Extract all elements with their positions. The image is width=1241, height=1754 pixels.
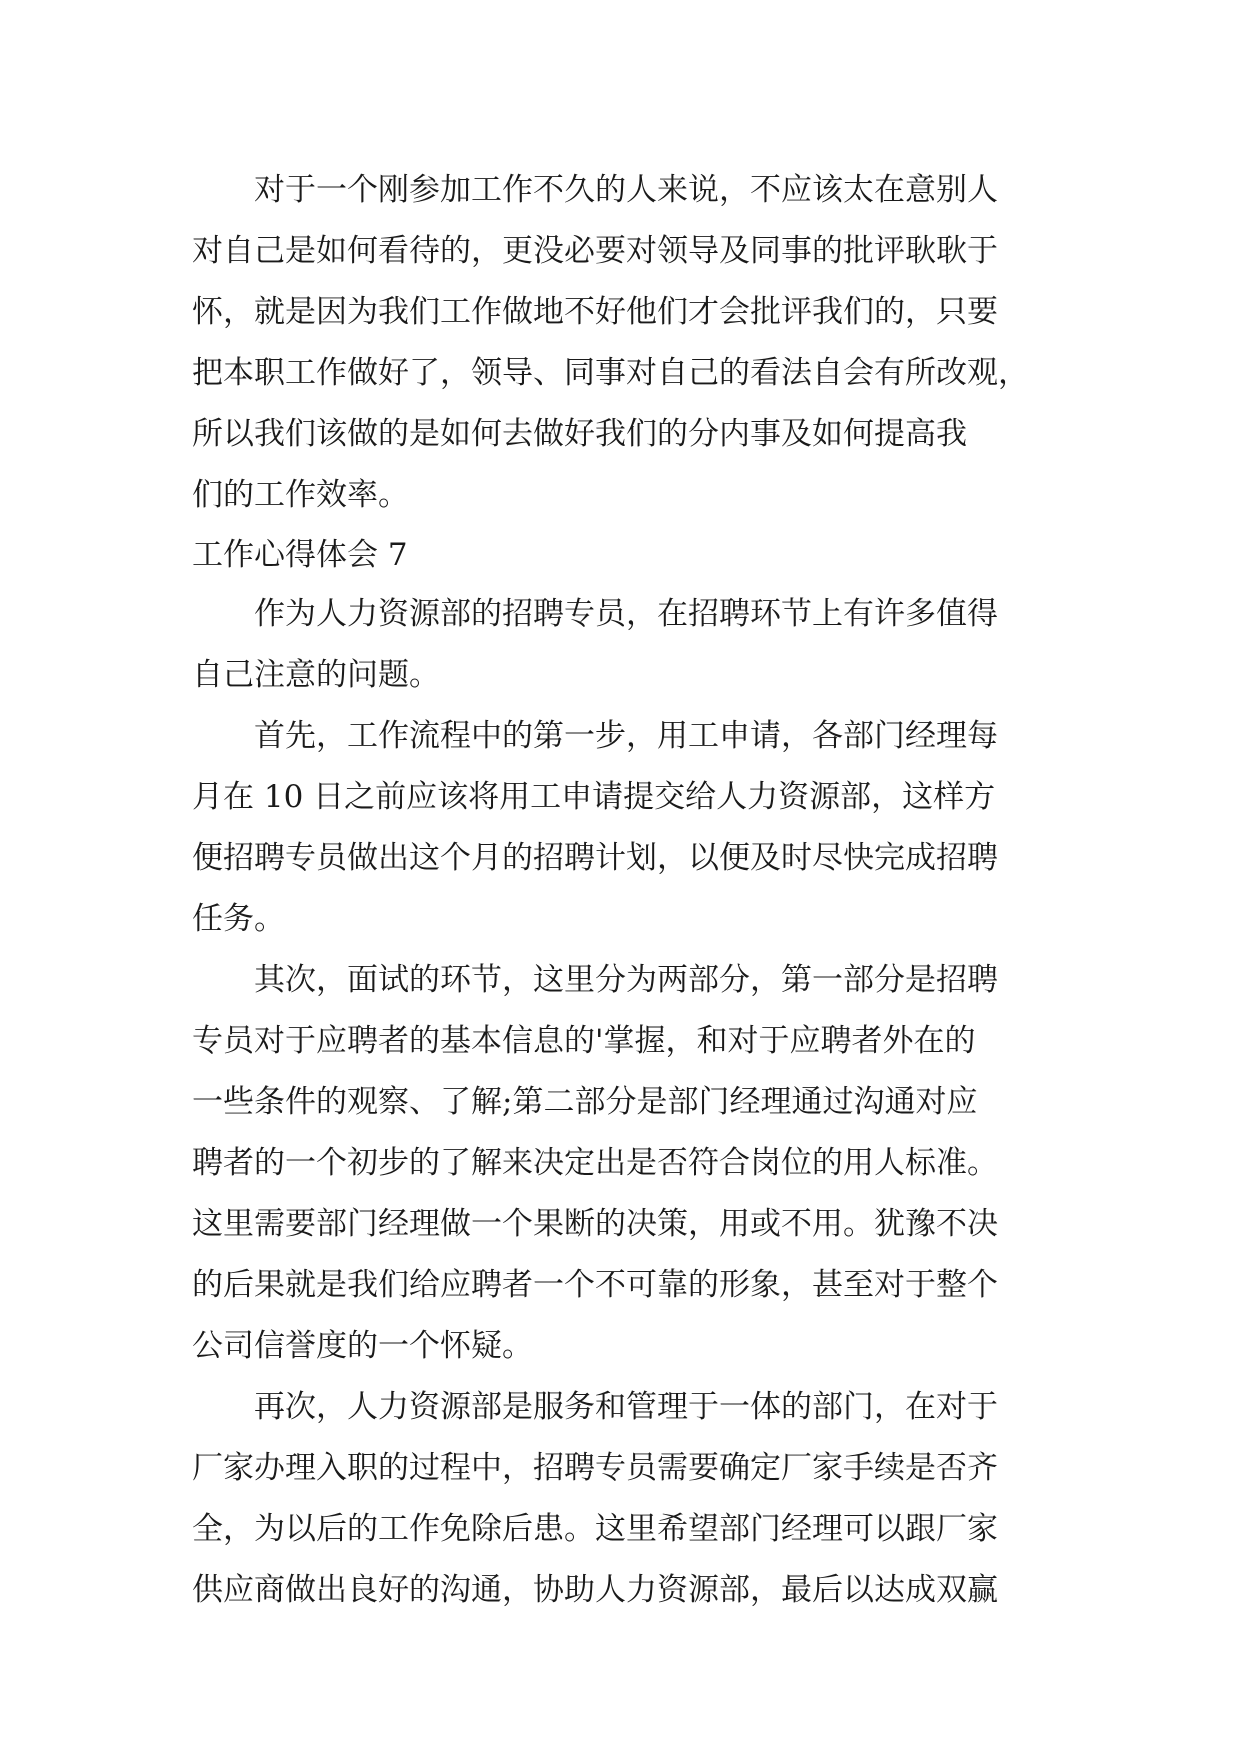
text-line: 首先，工作流程中的第一步，用工申请，各部门经理每: [254, 718, 998, 754]
text-line: 厂家办理入职的过程中，招聘专员需要确定厂家手续是否齐: [192, 1450, 998, 1486]
text-line: 月在 10 日之前应该将用工申请提交给人力资源部，这样方: [192, 779, 996, 815]
text-line: 的后果就是我们给应聘者一个不可靠的形象，甚至对于整个: [192, 1267, 998, 1303]
text-line: 其次，面试的环节，这里分为两部分，第一部分是招聘: [254, 962, 998, 998]
text-line: 聘者的一个初步的了解来决定出是否符合岗位的用人标准。: [192, 1145, 998, 1181]
paragraph-5: [192, 1377, 1058, 1621]
text-line: 任务。: [192, 901, 285, 937]
text-line: 再次，人力资源部是服务和管理于一体的部门，在对于: [254, 1389, 998, 1425]
text-line: 作为人力资源部的招聘专员，在招聘环节上有许多值得: [254, 596, 998, 632]
paragraph-3: [192, 706, 1058, 950]
paragraph-1: [192, 160, 1058, 526]
text-line: 便招聘专员做出这个月的招聘计划，以便及时尽快完成招聘: [192, 840, 998, 876]
text-line: 把本职工作做好了，领导、同事对自己的看法自会有所改观，: [192, 355, 1029, 391]
text-line: 一些条件的观察、了解;第二部分是部门经理通过沟通对应: [192, 1084, 978, 1120]
text-line: 怀，就是因为我们工作做地不好他们才会批评我们的，只要: [192, 294, 998, 330]
paragraph-4: [192, 950, 1058, 1377]
text-line: 供应商做出良好的沟通，协助人力资源部，最后以达成双赢: [192, 1572, 998, 1608]
section-heading: 工作心得体会 7: [192, 537, 408, 573]
paragraph-2: [192, 584, 1058, 706]
text-line: 对自己是如何看待的，更没必要对领导及同事的批评耿耿于: [192, 233, 998, 269]
text-line: 公司信誉度的一个怀疑。: [192, 1328, 533, 1364]
text-line: 所以我们该做的是如何去做好我们的分内事及如何提高我: [192, 416, 967, 452]
text-line: 自己注意的问题。: [192, 657, 440, 693]
document-body: [192, 160, 1058, 1621]
text-line: 全，为以后的工作免除后患。这里希望部门经理可以跟厂家: [192, 1511, 998, 1547]
text-line: 这里需要部门经理做一个果断的决策，用或不用。犹豫不决: [192, 1206, 998, 1242]
text-line: 专员对于应聘者的基本信息的'掌握，和对于应聘者外在的: [192, 1023, 976, 1059]
text-line: 们的工作效率。: [192, 477, 409, 513]
text-line: 对于一个刚参加工作不久的人来说，不应该太在意别人: [254, 172, 998, 208]
